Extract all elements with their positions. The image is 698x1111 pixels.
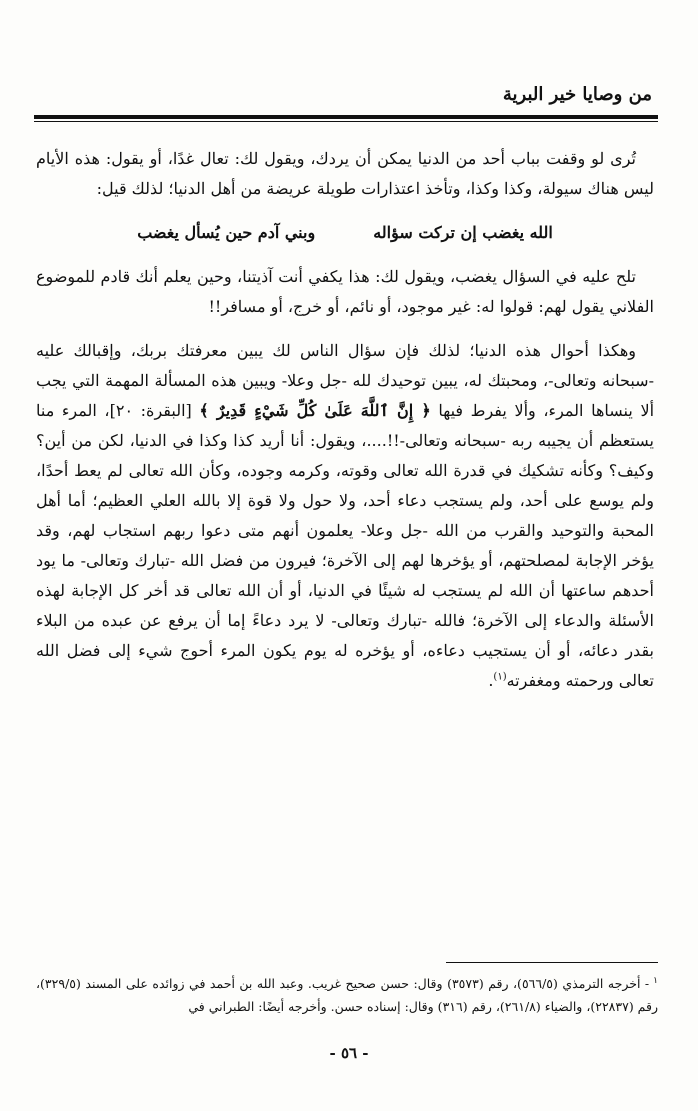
paragraph-3-part-2: ، المرء منا يستعظم أن يجيبه ربه -سبحانه وتعالى-!!....، ويقول: أنا أريد كذا وكذا في الدنيا، لكن من أين؟ وكيف؟ وكأنه تشكيك في قدرة الله تعالى وقوته، وكرمه وجوده، وكأن الله تعالى لم يعط أحدًا، ولم يوسع على أحد، ولم يستجب دعاء أحد، ولا حول ولا قوة إلا بالله العلي العظيم؛ أما أهل المحبة والتوحيد والقرب من الله -جل وعلا- يعلمون أنهم متى دعوا ربهم استجاب لهم، وقد يؤخر الإجابة لمصلحتهم، أو يؤخرها لهم إلى الآخرة؛ فيرون من فضل الله -تبارك وتعالى- ما يود أحدهم ساعتها أن الله لم يستجب له شيئًا في الدنيا، أو أن الله تعالى قد أخر كل الإجابة لهذه الأسئلة والدعاء إلى الآخرة؛ فالله -تبارك وتعالى- لا يرد دعاءً إما أن يرفع عن عبده من البلاء بقدر دعائه، أو أن يستجيب دعاءه، أو يؤخره له يوم يكون المرء أحوج شيء إلى فضل الله تعالى ورحمته ومغفرته	[36, 401, 654, 690]
footnote	[36, 970, 658, 1018]
footnote-text: - أخرجه الترمذي (٥٦٦/٥)، رقم (٣٥٧٣) وقال: حسن صحيح غريب. وعبد الله بن أحمد في زوائده على المسند (٣٢٩/٥)، رقم (٢٢٨٣٧)، والضياء (٢٦١/٨)، رقم (٣١٦) وقال: إسناده حسن. وأخرجه أيضًا: الطبراني في	[36, 976, 658, 1015]
footnote-marker: ١	[653, 976, 658, 986]
paragraph-3-part-1: وهكذا أحوال هذه الدنيا؛ لذلك فإن سؤال الناس لك يبين معرفتك بربك، وإقبالك عليه -سبحانه وتعالى-، ومحبتك له، يبين توحيدك لله -جل وعلا- ويبين هذه المسألة المهمة التي يجب ألا ينساها المرء، وألا يفرط فيها	[36, 341, 655, 420]
quran-reference: [البقرة: ٢٠]	[109, 401, 192, 420]
paragraph-3-end: .	[488, 671, 494, 690]
verse-hemistich-2: وبني آدم حين يُسأل يغضب	[137, 223, 316, 242]
verse-hemistich-1: الله يغضب إن تركت سؤاله	[373, 223, 553, 242]
header-rule-thin	[34, 121, 658, 122]
paragraph-3	[36, 336, 654, 696]
footnote-reference[interactable]: (١)	[493, 671, 507, 683]
quran-verse: ﴿ إِنَّ ٱللَّهَ عَلَىٰ كُلِّ شَيْءٍ قَدِيرٌ ﴾	[199, 401, 431, 420]
header-rule-thick	[34, 115, 658, 119]
paragraph-2: تلح عليه في السؤال يغضب، ويقول لك: هذا يكفي أنت آذيتنا، وحين يعلم أنك قادم للموضوع الفلاني يقول لهم: قولوا له: غير موجود، أو نائم، أو خرج، أو مسافر!!	[36, 267, 654, 316]
paragraph-1: تُرى لو وقفت بباب أحد من الدنيا يمكن أن يردك، ويقول لك: تعال غدًا، أو يقول: هذه الأيام ليس هناك سيولة، وكذا وكذا، وتأخذ اعتذارات طويلة عريضة من أهل الدنيا؛ لذلك قيل:	[36, 149, 654, 198]
main-text	[36, 144, 654, 696]
page-number: - ٥٦ -	[329, 1044, 369, 1062]
poetry-verse	[36, 218, 654, 248]
running-title: من وصايا خير البرية	[502, 84, 652, 105]
footnote-separator	[446, 962, 658, 963]
